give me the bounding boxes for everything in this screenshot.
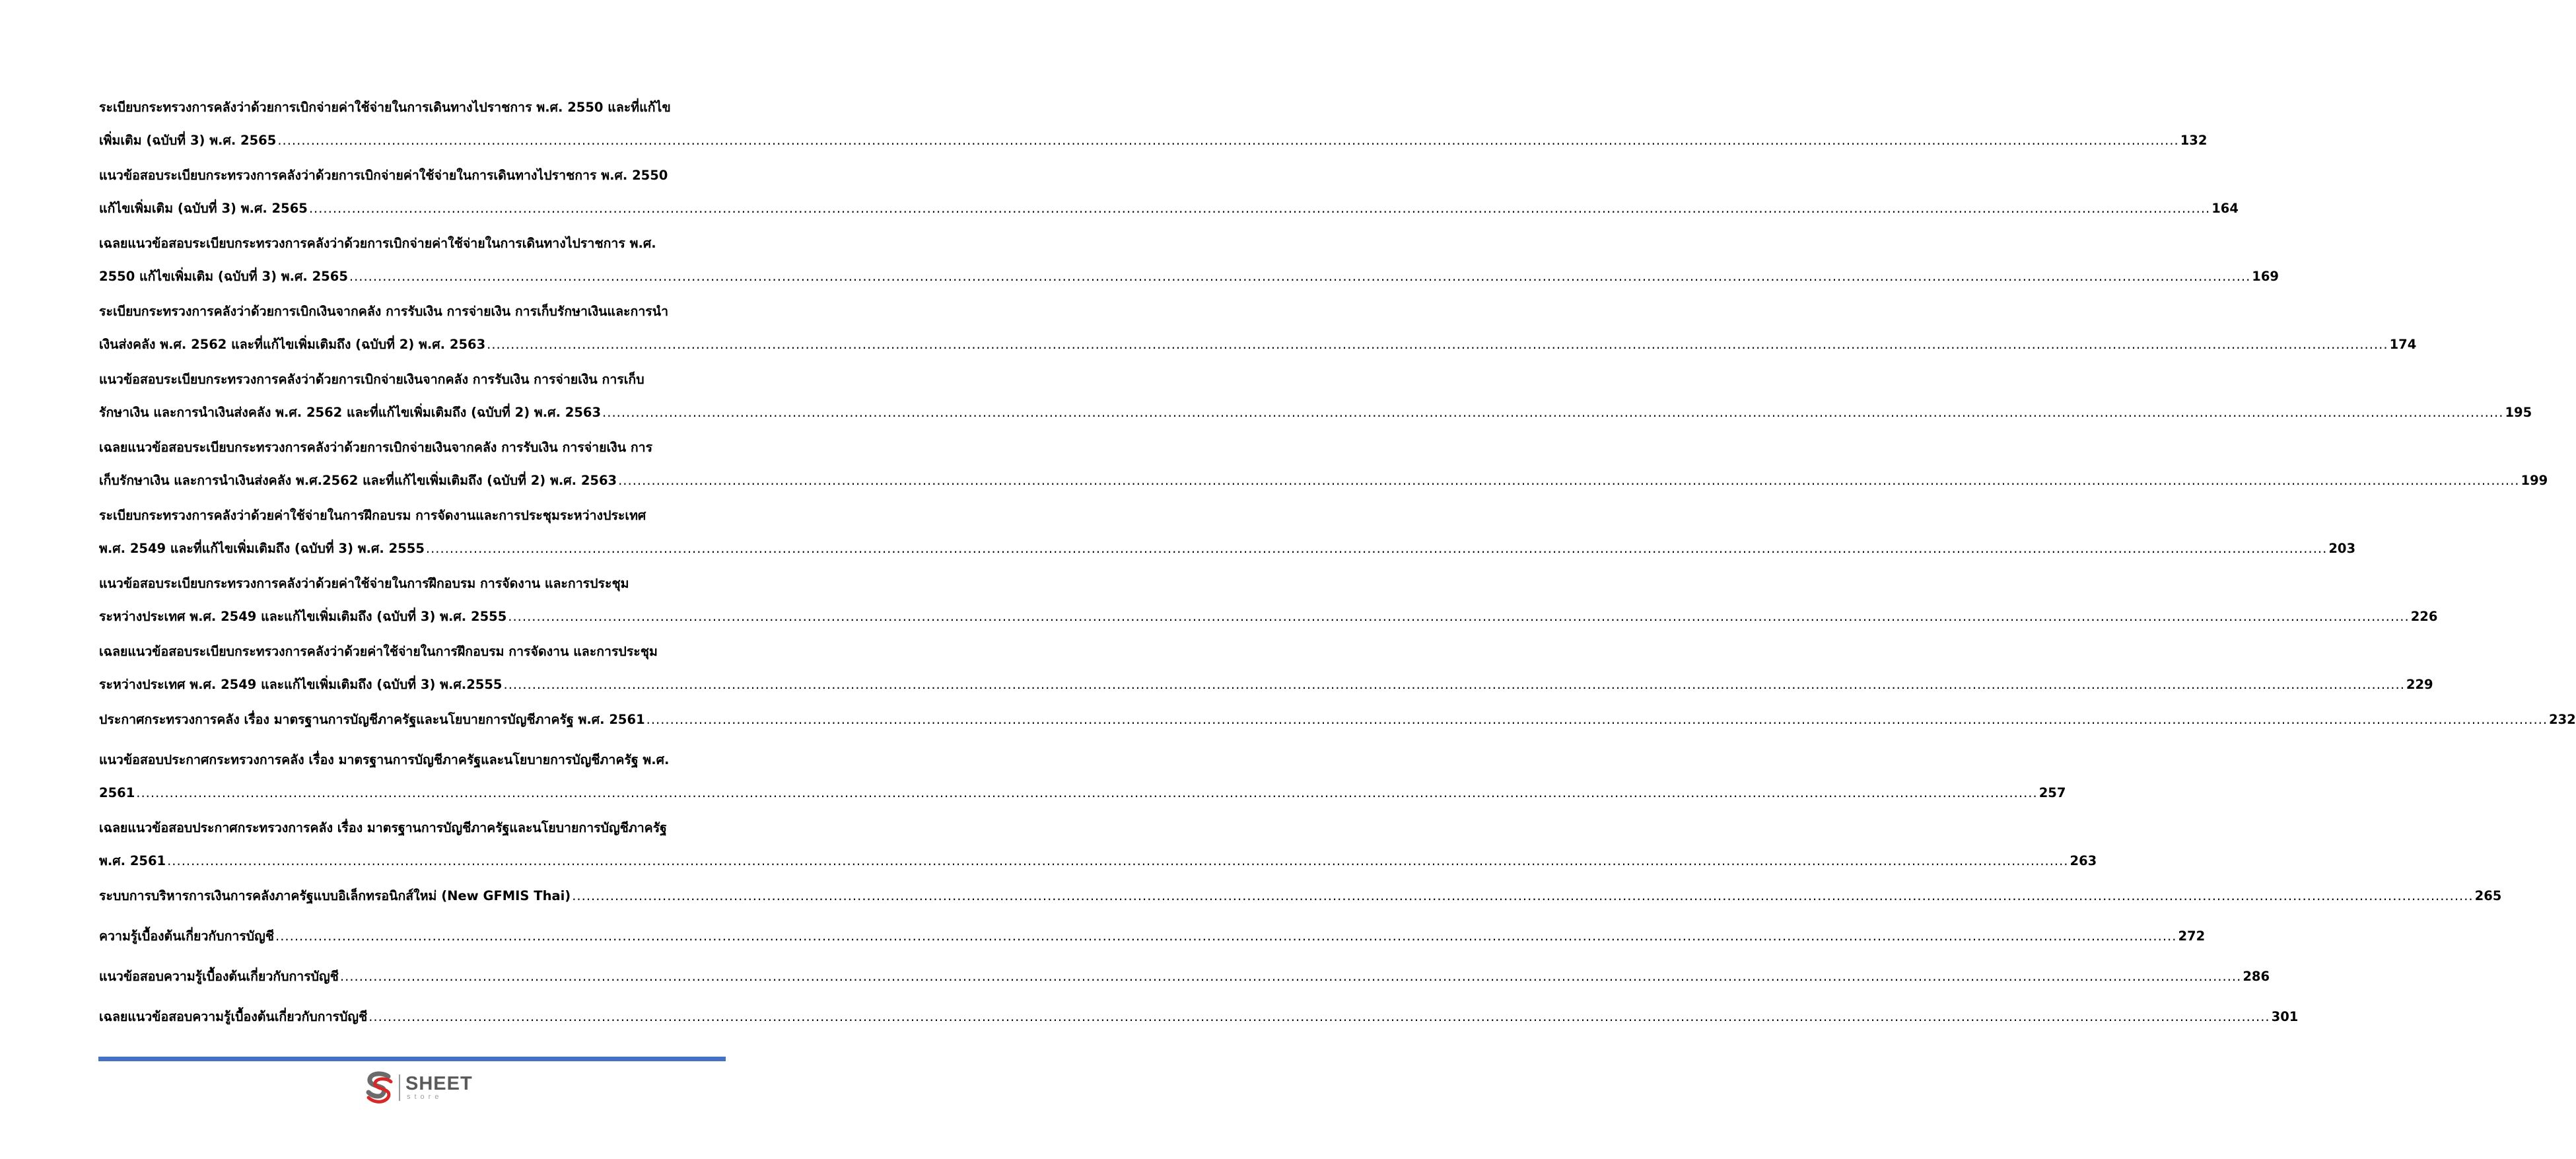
toc-entry-title-text: ระหว่างประเทศ พ.ศ. 2549 และแก้ไขเพิ่มเติมถึง (ฉบับที่ 3) พ.ศ. 2555 (99, 609, 507, 624)
toc-entry-title-line1: เฉลยแนวข้อสอบระเบียบกระทรวงการคลังว่าด้วยค่าใช้จ่ายในการฝึกอบรม การจัดงาน และการประชุม (99, 644, 658, 659)
toc-entry-title-text: ระหว่างประเทศ พ.ศ. 2549 และแก้ไขเพิ่มเติมถึง (ฉบับที่ 3) พ.ศ.2555 (99, 677, 503, 692)
toc-entry-title-text: เงินส่งคลัง พ.ศ. 2562 และที่แก้ไขเพิ่มเติมถึง (ฉบับที่ 2) พ.ศ. 2563 (99, 337, 486, 352)
dot-leader: ................................................................................................................................................................................................................................................................................................................................................................................................................ (425, 541, 2328, 556)
toc-entry-title-line2 (99, 541, 2356, 557)
toc-entry-title-line1: ระเบียบกระทรวงการคลังว่าด้วยการเบิกเงินจากคลัง การรับเงิน การจ่ายเงิน การเก็บรักษาเงินและการนำ (99, 304, 669, 319)
dot-leader: ................................................................................................................................................................................................................................................................................................................................................................................................................ (167, 853, 2069, 868)
toc-entry[interactable] (99, 440, 2548, 491)
sheet-store-logo (365, 1071, 473, 1104)
toc-page-number: 272 (2178, 929, 2206, 944)
toc-page-number: 263 (2070, 853, 2097, 868)
toc-entry-title-line2 (99, 405, 2532, 421)
toc-entry-title-text: 2550 แก้ไขเพิ่มเติม (ฉบับที่ 3) พ.ศ. 2565 (99, 269, 348, 284)
toc-entry-title-line2 (99, 1009, 2299, 1025)
toc-page-number: 195 (2505, 405, 2532, 420)
toc-entry-title-line2 (99, 473, 2548, 489)
toc-entry[interactable] (99, 969, 2270, 985)
toc-entry[interactable] (99, 100, 2208, 151)
toc-entry[interactable] (99, 644, 2433, 695)
toc-page-number: 257 (2038, 785, 2066, 800)
toc-entry-title-text: ความรู้เบื้องต้นเกี่ยวกับการบัญชี (99, 929, 275, 944)
toc-entry-title-line2 (99, 609, 2438, 625)
toc-entry-title-text: พ.ศ. 2561 (99, 853, 166, 868)
toc-entry-title-line2 (99, 969, 2270, 985)
dot-leader: ................................................................................................................................................................................................................................................................................................................................................................................................................ (136, 785, 2038, 800)
toc-entry[interactable] (99, 304, 2417, 355)
toc-entry-title-text: 2561 (99, 785, 135, 800)
toc-entry-title-line1: เฉลยแนวข้อสอบระเบียบกระทรวงการคลังว่าด้วยการเบิกจ่ายเงินจากคลัง การรับเงิน การจ่ายเงิน การ (99, 440, 653, 455)
toc-entry-title-text: แนวข้อสอบความรู้เบื้องต้นเกี่ยวกับการบัญชี (99, 969, 339, 984)
toc-entry-title-text: ประกาศกระทรวงการคลัง เรื่อง มาตรฐานการบัญชีภาครัฐและนโยบายการบัญชีภาครัฐ พ.ศ. 2561 (99, 712, 645, 727)
toc-page-number: 169 (2252, 269, 2280, 284)
dot-leader: ................................................................................................................................................................................................................................................................................................................................................................................................................ (308, 201, 2211, 216)
dot-leader: ................................................................................................................................................................................................................................................................................................................................................................................................................ (277, 133, 2179, 148)
toc-entry-title-line2 (99, 677, 2433, 693)
toc-entry-title-text: เพิ่มเติม (ฉบับที่ 3) พ.ศ. 2565 (99, 133, 277, 148)
toc-entry-title-line2 (99, 712, 2576, 728)
toc-entry-title-text: รักษาเงิน และการนำเงินส่งคลัง พ.ศ. 2562 และที่แก้ไขเพิ่มเติมถึง (ฉบับที่ 2) พ.ศ. 2563 (99, 405, 602, 420)
dot-leader: ................................................................................................................................................................................................................................................................................................................................................................................................................ (275, 929, 2177, 944)
toc-entry-title-text: แก้ไขเพิ่มเติม (ฉบับที่ 3) พ.ศ. 2565 (99, 201, 308, 216)
brand-name: SHEET (405, 1073, 473, 1094)
toc-page-number: 199 (2521, 473, 2548, 488)
table-of-contents (99, 100, 2576, 1049)
toc-entry[interactable] (99, 576, 2438, 627)
toc-entry[interactable] (99, 820, 2097, 872)
toc-page-number: 174 (2389, 337, 2417, 352)
toc-page-number: 226 (2410, 609, 2438, 624)
toc-entry-title-text: ระบบการบริหารการเงินการคลังภาครัฐแบบอิเล็กทรอนิกส์ใหม่ (New GFMIS Thai) (99, 888, 571, 903)
dot-leader: ................................................................................................................................................................................................................................................................................................................................................................................................................ (368, 1009, 2270, 1024)
toc-page-number: 286 (2243, 969, 2270, 984)
toc-page-number: 132 (2180, 133, 2208, 148)
dot-leader: ................................................................................................................................................................................................................................................................................................................................................................................................................ (339, 969, 2242, 984)
toc-entry-title-line2 (99, 133, 2208, 149)
dot-leader: ................................................................................................................................................................................................................................................................................................................................................................................................................ (503, 677, 2405, 692)
toc-page-number: 203 (2328, 541, 2356, 556)
toc-entry-title-line1: เฉลยแนวข้อสอบประกาศกระทรวงการคลัง เรื่อง มาตรฐานการบัญชีภาครัฐและนโยบายการบัญชีภาครัฐ (99, 820, 667, 835)
toc-entry-title-line1: เฉลยแนวข้อสอบระเบียบกระทรวงการคลังว่าด้วยการเบิกจ่ายค่าใช้จ่ายในการเดินทางไปราชการ พ.ศ. (99, 236, 656, 251)
toc-entry-title-line2 (99, 929, 2206, 944)
toc-page-number: 164 (2211, 201, 2239, 216)
toc-entry-title-line2 (99, 269, 2280, 285)
toc-entry-title-text: พ.ศ. 2549 และที่แก้ไขเพิ่มเติมถึง (ฉบับที่ 3) พ.ศ. 2555 (99, 541, 425, 556)
toc-entry-title-line1: ระเบียบกระทรวงการคลังว่าด้วยการเบิกจ่ายค่าใช้จ่ายในการเดินทางไปราชการ พ.ศ. 2550 และที่แก้ไข (99, 100, 671, 115)
toc-entry[interactable] (99, 236, 2280, 287)
toc-entry[interactable] (99, 929, 2206, 944)
toc-entry-title-line2 (99, 853, 2097, 869)
toc-entry[interactable] (99, 888, 2502, 904)
brand-sub: store (407, 1093, 443, 1101)
footer-divider (98, 1057, 726, 1061)
toc-entry[interactable] (99, 508, 2356, 559)
toc-entry-title-line1: แนวข้อสอบระเบียบกระทรวงการคลังว่าด้วยการเบิกจ่ายค่าใช้จ่ายในการเดินทางไปราชการ พ.ศ. 2550 (99, 168, 668, 183)
dot-leader: ................................................................................................................................................................................................................................................................................................................................................................................................................ (487, 337, 2388, 352)
toc-entry-title-text: เฉลยแนวข้อสอบความรู้เบื้องต้นเกี่ยวกับการบัญชี (99, 1009, 368, 1024)
toc-entry-title-line1: แนวข้อสอบระเบียบกระทรวงการคลังว่าด้วยค่าใช้จ่ายในการฝึกอบรม การจัดงาน และการประชุม (99, 576, 629, 591)
dot-leader: ................................................................................................................................................................................................................................................................................................................................................................................................................ (572, 888, 2474, 903)
logo-divider (399, 1074, 400, 1101)
toc-page-number: 232 (2549, 712, 2576, 727)
dot-leader: ................................................................................................................................................................................................................................................................................................................................................................................................................ (602, 405, 2504, 420)
toc-page-number: 229 (2406, 677, 2433, 692)
brand-text (405, 1074, 473, 1101)
dot-leader: ................................................................................................................................................................................................................................................................................................................................................................................................................ (349, 269, 2251, 284)
toc-entry-title-line1: ระเบียบกระทรวงการคลังว่าด้วยค่าใช้จ่ายในการฝึกอบรม การจัดงานและการประชุมระหว่างประเทศ (99, 508, 646, 523)
toc-entry-title-line2 (99, 337, 2417, 353)
toc-entry-title-text: เก็บรักษาเงิน และการนำเงินส่งคลัง พ.ศ.2562 และที่แก้ไขเพิ่มเติมถึง (ฉบับที่ 2) พ.ศ. 2563 (99, 473, 617, 488)
toc-entry-title-line1: แนวข้อสอบประกาศกระทรวงการคลัง เรื่อง มาตรฐานการบัญชีภาครัฐและนโยบายการบัญชีภาครัฐ พ.ศ. (99, 752, 670, 767)
toc-entry-title-line1: แนวข้อสอบระเบียบกระทรวงการคลังว่าด้วยการเบิกจ่ายเงินจากคลัง การรับเงิน การจ่ายเงิน การเก็บ (99, 372, 644, 387)
dot-leader: ................................................................................................................................................................................................................................................................................................................................................................................................................ (618, 473, 2520, 488)
sheet-store-s-icon (365, 1071, 395, 1104)
toc-entry[interactable] (99, 1009, 2299, 1025)
toc-entry[interactable] (99, 752, 2066, 804)
toc-entry-title-line2 (99, 201, 2239, 217)
toc-entry[interactable] (99, 372, 2532, 423)
dot-leader: ................................................................................................................................................................................................................................................................................................................................................................................................................ (508, 609, 2410, 624)
dot-leader: ................................................................................................................................................................................................................................................................................................................................................................................................................ (646, 712, 2548, 727)
toc-entry-title-line2 (99, 888, 2502, 904)
toc-entry[interactable] (99, 168, 2239, 219)
toc-entry[interactable] (99, 712, 2576, 728)
toc-entry-title-line2 (99, 785, 2066, 801)
toc-page-number: 265 (2474, 888, 2502, 903)
toc-page-number: 301 (2271, 1009, 2299, 1024)
